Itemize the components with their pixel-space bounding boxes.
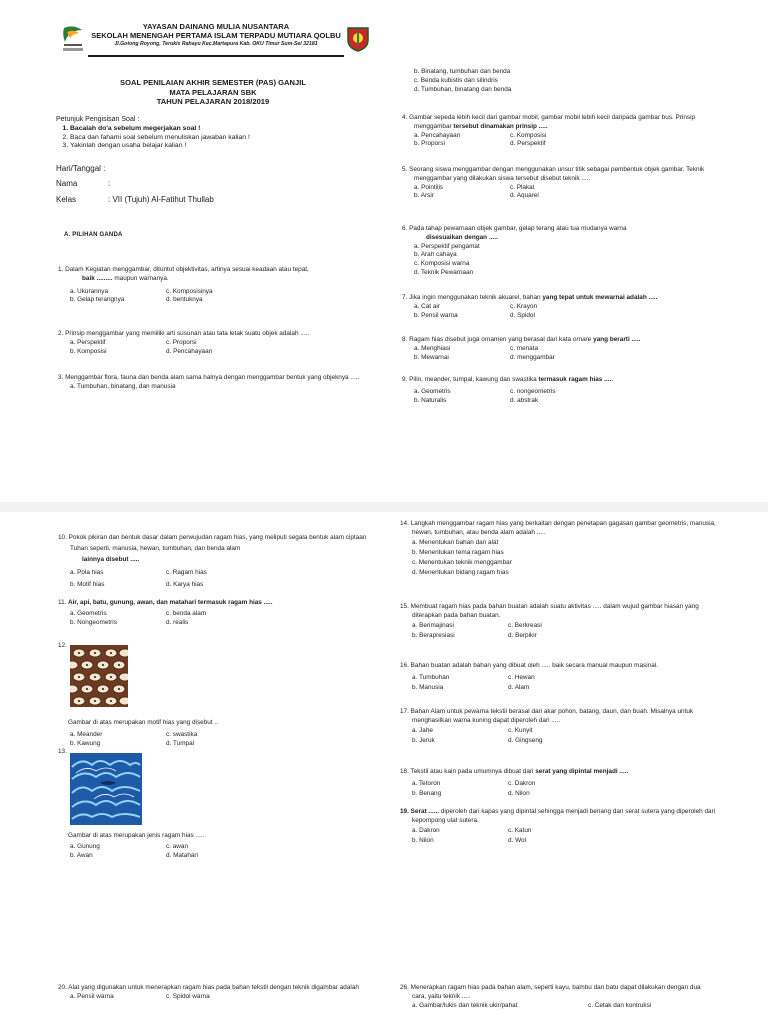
option-d: d. Nilon bbox=[508, 789, 530, 797]
option-c: c. Proporsi bbox=[166, 338, 197, 346]
option-a: a. Meander bbox=[70, 731, 103, 739]
question-text: 10. Pokok pikiran dan bentuk dasar dalam perwujudan ragam hias, yang meliputi segala bentuk alam ciptaan Tuhan seperti, manusia, hewan, tumbuhan, dan benda alam bbox=[58, 534, 367, 552]
option-b: b. Komposisi bbox=[70, 347, 107, 355]
option-c: c. Berkreasi bbox=[508, 621, 542, 629]
option-d: d. Berpikir bbox=[508, 631, 537, 639]
option-d: d. menggambar bbox=[510, 353, 555, 361]
option-b: b. Proporsi bbox=[414, 140, 445, 148]
instruction-item: 1. Bacalah do'a sebelum megerjakan soal ! bbox=[70, 125, 366, 134]
question-4 bbox=[402, 114, 718, 149]
question-text: Gambar di atas merupakan jenis ragam hias ..... bbox=[68, 831, 205, 839]
option-d: d. Matahari bbox=[166, 852, 198, 860]
option-d: d. Menentukan bidang ragam hias bbox=[412, 568, 509, 576]
option-b: b. Nilon bbox=[412, 836, 434, 844]
instructions-list bbox=[56, 125, 366, 151]
option-a: a. Geometris bbox=[414, 387, 451, 395]
option-a: a. Pola hias bbox=[70, 569, 104, 576]
question-text: 3. Menggambar flora, fauna dan benda alam sama halnya dengan menggambar bentuk yang objeknya ..... bbox=[58, 374, 360, 381]
question-text: 8. Ragam hias disebut juga ornamen yang berasal dari kata bbox=[402, 336, 572, 343]
exam-title-line2: MATA PELAJARAN SBK bbox=[169, 87, 257, 97]
question-text: 26. Menerapkan ragam hias pada bahan alam, seperti kayu, bambu dan batu dapat dilakukan dengan dua cara, yaitu teknik ..... bbox=[400, 984, 701, 1000]
question-2 bbox=[58, 330, 374, 356]
question-12 bbox=[58, 642, 374, 749]
option-a: a. Tumbuhan bbox=[412, 673, 450, 681]
question-text: 11. bbox=[58, 599, 67, 606]
question-6 bbox=[402, 225, 718, 278]
option-d: d. Gingseng bbox=[508, 736, 543, 744]
option-a: a. Menentukan bahan dan alat bbox=[412, 538, 499, 546]
name-label: Nama bbox=[56, 179, 78, 188]
option-b: b. Gelap terangnya bbox=[70, 296, 125, 304]
option-a: a. Pensil warna bbox=[70, 992, 114, 1000]
option-a: a. Perspektif pengamat bbox=[414, 242, 480, 250]
option-d: d. Pencahayaan bbox=[166, 347, 213, 355]
option-a: a. Menghiasi bbox=[414, 344, 451, 352]
option-b: b. Arsir bbox=[414, 192, 434, 200]
option-b: b. Awan bbox=[70, 852, 93, 860]
exam-title bbox=[52, 78, 374, 107]
option-d: d. Perspektif bbox=[510, 140, 546, 148]
exam-page-2 bbox=[0, 512, 768, 1014]
question-text: 17. Bahan Alam untuk pewarna tekstil berasal dari akar pohon, batang, daun, dan buah. Misalnya untuk menghasilkan warna kuning dapat diperoleh dari ..... bbox=[400, 708, 694, 724]
option-a: a. Perspektif bbox=[70, 338, 106, 346]
option-d: d. abstrak bbox=[510, 396, 539, 404]
option-a: a. Berimajinasi bbox=[412, 621, 454, 629]
option-c: c. menata bbox=[510, 344, 539, 352]
question-text: 14. Langkah menggambar ragam hias yang berkaitan dengan penetapan gagasan gambar geometris, manusia, hewan, tumbuhan, atau benda alam adalah ..... bbox=[400, 520, 716, 536]
exam-page-1 bbox=[0, 0, 768, 502]
option-b: b. Berapresiasi bbox=[412, 631, 455, 639]
question-1 bbox=[58, 266, 374, 305]
option-c: c. nongeometris bbox=[510, 387, 556, 395]
school-letterhead bbox=[60, 22, 370, 58]
option-b: b. Manusia bbox=[412, 683, 444, 691]
school-logo-icon bbox=[60, 22, 86, 58]
school-address: Jl.Gotong Royong, Terukis Rahayu Kec.Martapura Kab. OKU Timur Sum-Sel 32181 bbox=[114, 41, 318, 47]
option-b: b. Motif hias bbox=[70, 581, 105, 588]
question-text: 4. Gambar sepeda lebih kecil dari gambar mobil, gambar mobil lebih kecil daripada gambar bus. Prinsip menggambar bbox=[402, 114, 696, 130]
question-text: 7. Jika ingin menggunakan teknik akuarel, bahan bbox=[402, 294, 541, 301]
option-b: b. Pensil warna bbox=[414, 311, 458, 319]
question-3 bbox=[58, 374, 374, 392]
regency-emblem-icon bbox=[346, 26, 370, 52]
question-10 bbox=[58, 532, 374, 591]
option-c: c. Komposisi warna bbox=[414, 260, 470, 268]
name-separator: : bbox=[108, 179, 111, 188]
exam-title-line1: SOAL PENILAIAN AKHIR SEMESTER (PAS) GANJIL bbox=[120, 78, 306, 87]
option-c: c. Benda kubistis dan silindris bbox=[414, 76, 498, 84]
name-row bbox=[56, 178, 366, 190]
option-a: a. Cat air bbox=[414, 302, 440, 310]
option-c: c. Plakat bbox=[510, 183, 535, 191]
question-number: 13. bbox=[58, 748, 67, 755]
option-c: c. Komposisi bbox=[510, 131, 547, 139]
question-text: 18. Tekstil atau kain pada umumnya dibuat dari bbox=[400, 768, 534, 775]
option-c: c. Menentukan teknik menggambar bbox=[412, 558, 512, 566]
question-text: 15. Membuat ragam hias pada bahan buatan adalah suatu aktivitas ..... dalam wujud gambar hiasan yang diterapkan pada bahan buatan. bbox=[400, 603, 699, 619]
option-d: d. Tumpal bbox=[166, 740, 195, 748]
option-b: b. Kawung bbox=[70, 740, 101, 748]
letterhead-rule bbox=[88, 55, 344, 57]
option-c: c. Cetak dan kontruksi bbox=[588, 1001, 652, 1009]
option-a: a. Ukurannya bbox=[70, 287, 109, 295]
option-c: c. swastika bbox=[166, 731, 198, 739]
instruction-item: 3. Yakinlah dengan usaha belajar kalian ! bbox=[70, 142, 366, 151]
question-text: 9. Pilin, meander, tumpal, kawung dan swastika bbox=[402, 376, 537, 383]
option-a: a. Pencahayaan bbox=[414, 131, 461, 139]
question-italic-text: ornare bbox=[571, 336, 592, 343]
question-bold-text: yang tepat untuk mewarnai adalah ..... bbox=[540, 294, 658, 301]
question-9 bbox=[402, 376, 718, 405]
option-d: d. Karya hias bbox=[166, 581, 204, 588]
option-b: b. Naturalis bbox=[414, 396, 447, 404]
option-d: d. Tumbuhan, binatang dan benda bbox=[414, 85, 512, 93]
option-d: d. realis bbox=[166, 618, 189, 626]
option-c: c. Katun bbox=[508, 826, 532, 834]
kawung-motif-image bbox=[70, 645, 128, 707]
option-a: a. Tetoron bbox=[412, 779, 441, 787]
option-d: d. bentuknya bbox=[166, 296, 203, 304]
cloud-motif-image bbox=[70, 753, 142, 825]
option-a: a. Dakron bbox=[412, 826, 440, 834]
question-bold-text: lainnya disebut ..... bbox=[82, 556, 140, 563]
question-14 bbox=[400, 520, 716, 578]
option-d: d. Alam bbox=[508, 683, 530, 691]
foundation-name: YAYASAN DAINANG MULIA NUSANTARA bbox=[142, 22, 290, 31]
question-11 bbox=[58, 599, 374, 627]
option-b: b. Jeruk bbox=[412, 736, 435, 744]
option-c: c. awan bbox=[166, 843, 189, 851]
question-bold-text: 19. Serat ...... bbox=[400, 808, 440, 815]
option-a: a. Jahe bbox=[412, 726, 433, 734]
option-b: b. Nongeometris bbox=[70, 618, 117, 626]
option-c: c. Spidol warna bbox=[166, 992, 210, 1000]
question-20 bbox=[58, 984, 374, 1002]
exam-title-line3: TAHUN PELAJARAN 2018/2019 bbox=[156, 97, 270, 106]
option-d: d. Teknik Pewarnaan bbox=[414, 268, 474, 276]
option-b: b. Menentukan tema ragam hias bbox=[412, 548, 504, 556]
option-d: d. Aquarel bbox=[510, 192, 539, 200]
option-c: c. benda alam bbox=[166, 609, 207, 617]
question-bold-text: tersebut dinamakan prinsip ..... bbox=[451, 122, 548, 130]
question-text: 16. Bahan buatan adalah bahan yang dibuat oleh ..... baik secara manual maupun masinal. bbox=[400, 662, 658, 669]
date-label: Hari/Tanggal : bbox=[56, 164, 106, 173]
option-c: c. Hewan bbox=[508, 673, 535, 681]
class-row bbox=[56, 194, 366, 206]
question-26 bbox=[400, 984, 716, 1010]
option-a: a. Geometris bbox=[70, 609, 107, 617]
instructions bbox=[56, 115, 366, 151]
option-c: c. Komposisinya bbox=[166, 287, 213, 295]
option-b: b. Binatang, tumbuhan dan benda bbox=[414, 68, 511, 75]
option-d: d. Spidol bbox=[510, 311, 535, 319]
page-gap bbox=[0, 502, 768, 512]
instruction-item: 2. Baca dan fahami soal sebelum menuliskan jawaban kalian ! bbox=[70, 134, 366, 143]
question-text: 6. Pada tahap pewarnaan objek gambar, gelap terang atau tua mudanya warna bbox=[402, 225, 627, 232]
question-text: 20. Alat yang digunakan untuk menerapkan ragam hias pada bahan tekstil dengan teknik digambar adalah bbox=[58, 984, 359, 991]
question-5 bbox=[402, 166, 718, 201]
option-a: a. Tumbuhan, binatang, dan manusia bbox=[70, 382, 176, 390]
question-text: 2. Prinsip menggambar yang memiliki arti susunan atau tata letak suatu objek adalah ..... bbox=[58, 330, 310, 337]
question-17 bbox=[400, 708, 716, 746]
question-19 bbox=[400, 808, 716, 846]
class-label: Kelas bbox=[56, 195, 77, 204]
question-bold-text: serat yang dipintal menjadi ..... bbox=[533, 768, 629, 775]
question-13 bbox=[58, 748, 374, 861]
option-d: d. Wol bbox=[508, 836, 526, 844]
question-7 bbox=[402, 294, 718, 320]
option-a: a. Gambar/lukis dan teknik ukir/pahat bbox=[412, 1001, 518, 1009]
option-b: b. Arah cahaya bbox=[414, 251, 457, 259]
question-bold-text: baik ......... bbox=[82, 274, 113, 282]
question-number: 12. bbox=[58, 642, 67, 649]
question-18 bbox=[400, 768, 716, 799]
school-name: SEKOLAH MENENGAH PERTAMA ISLAM TERPADU MUTIARA QOLBU bbox=[91, 31, 341, 40]
question-text: 1. Dalam Kegiatan menggambar, dituntut objektivitas, artinya sesuai keadaan atau tepat, bbox=[58, 266, 309, 273]
option-c: c. Dakron bbox=[508, 779, 536, 787]
date-row bbox=[56, 163, 366, 175]
question-text: maupun warnanya. bbox=[112, 274, 169, 282]
option-a: a. Pointilis bbox=[414, 183, 444, 191]
question-15 bbox=[400, 603, 716, 641]
option-b: b. Benang bbox=[412, 789, 442, 797]
option-b: b. Mewarnai bbox=[414, 353, 449, 361]
question-text: Gambar di atas merupakan motif hias yang disebut .. bbox=[68, 718, 218, 726]
question-text: diperoleh dari kapas yang dipintal sehingga menjadi benang dan serat sutera yang diperoleh dari kepompong ulat sutera. bbox=[412, 808, 716, 824]
question-3-continued bbox=[402, 68, 718, 94]
question-16 bbox=[400, 662, 716, 693]
question-text: 5. Seorang siswa menggambar dengan menggunakan unsur titik sebagai pembentuk objek gambar. Teknik menggambar yang dilakukan siswa tersebut disebut teknik ..... bbox=[402, 166, 705, 182]
section-heading: A. PILIHAN GANDA bbox=[64, 232, 123, 238]
question-bold-text: Air, api, batu, gunung, awan, dan matahari termasuk ragam hias ..... bbox=[66, 599, 273, 606]
instructions-heading: Petunjuk Pengisisan Soal : bbox=[56, 116, 140, 123]
option-c: c. Kunyit bbox=[508, 726, 533, 734]
question-8 bbox=[402, 336, 718, 362]
question-bold-text: disesuaikan dengan ..... bbox=[426, 233, 498, 241]
option-c: c. Krayon bbox=[510, 302, 537, 310]
question-bold-text: termasuk ragam hias ..... bbox=[536, 376, 614, 383]
option-c: c. Ragam hias bbox=[166, 569, 207, 576]
option-a: a. Gunung bbox=[70, 843, 100, 851]
question-bold-text: yang berarti ..... bbox=[591, 336, 641, 343]
class-value: : VII (Tujuh) Al-Fatihut Thullab bbox=[108, 195, 214, 204]
